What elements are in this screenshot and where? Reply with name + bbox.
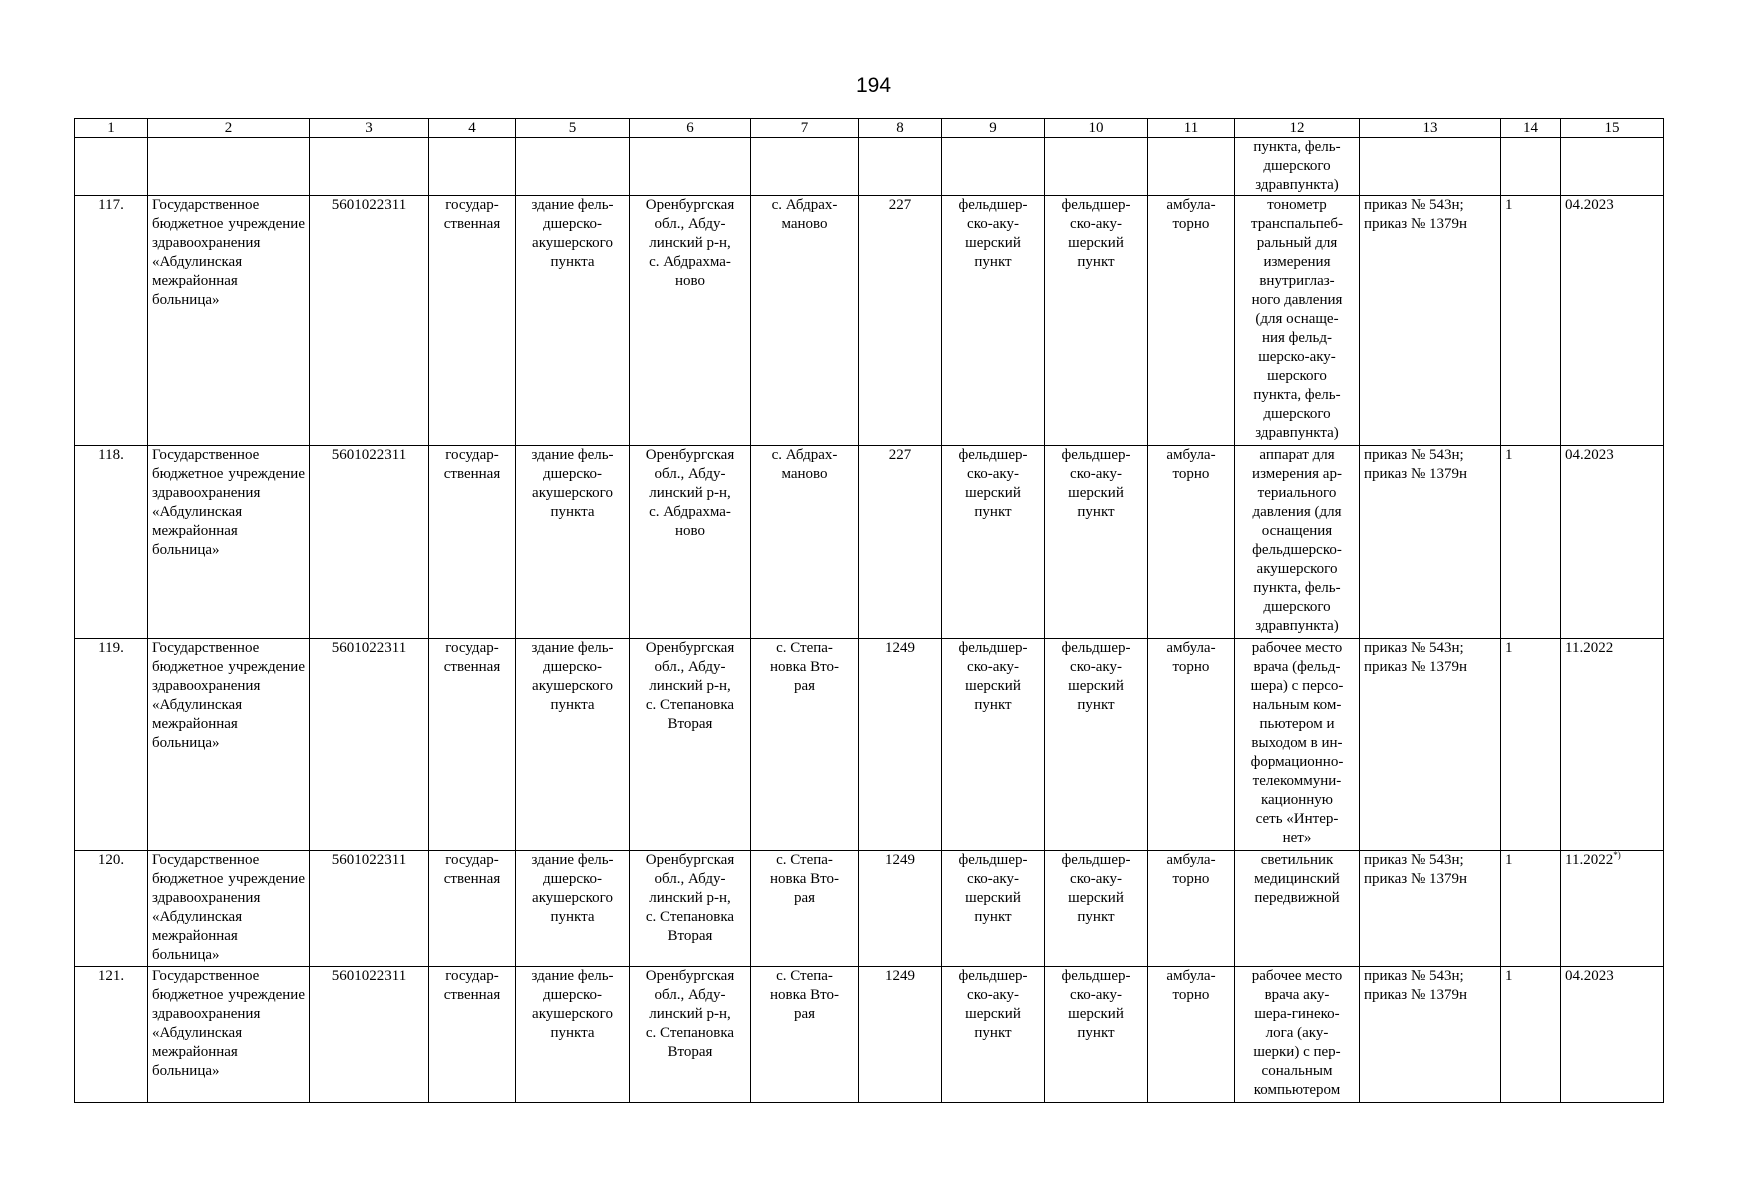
unit-type-cell: фельдшер- ско-аку- шерский пункт (942, 967, 1045, 1103)
order-cell: приказ № 543н; приказ № 1379н (1360, 967, 1501, 1103)
header-cell: 5 (516, 119, 630, 138)
unit-type-cell: фельдшер- ско-аку- шерский пункт (942, 446, 1045, 639)
settlement-cell: с. Степа- новка Вто- рая (751, 967, 859, 1103)
table-cell (1561, 138, 1664, 196)
date-cell: 11.2022 (1561, 639, 1664, 851)
equipment-cell: рабочее место врача (фельд- шера) с персо- нальным ком- пьютером и выходом в ин- формационно- телекоммуни- кационную сеть «Интер- нет» (1235, 639, 1360, 851)
institution-cell: Государственное бюджетное учреждение здравоохранения «Абдулинская межрайонная больница» (148, 639, 310, 851)
table-cell (1148, 138, 1235, 196)
header-cell: 8 (859, 119, 942, 138)
header-cell: 1 (75, 119, 148, 138)
address-cell: Оренбургская обл., Абду- линский р-н, с. Абдрахма- ново (630, 446, 751, 639)
date-cell: 04.2023 (1561, 967, 1664, 1103)
settlement-cell: с. Абдрах- маново (751, 446, 859, 639)
table-row (75, 851, 1664, 967)
inn-cell: 5601022311 (310, 967, 429, 1103)
header-cell: 2 (148, 119, 310, 138)
settlement-cell: с. Абдрах- маново (751, 196, 859, 446)
row-number-cell: 119. (75, 639, 148, 851)
care-condition-cell: амбула- торно (1148, 196, 1235, 446)
table-cell (859, 138, 942, 196)
population-cell: 1249 (859, 851, 942, 967)
header-cell: 10 (1045, 119, 1148, 138)
care-condition-cell: амбула- торно (1148, 967, 1235, 1103)
institution-cell: Государственное бюджетное учреждение здравоохранения «Абдулинская межрайонная больница» (148, 196, 310, 446)
building-cell: здание фель- дшерско- акушерского пункта (516, 967, 630, 1103)
table-cell (75, 138, 148, 196)
header-cell: 7 (751, 119, 859, 138)
table-cell (751, 138, 859, 196)
quantity-cell: 1 (1501, 446, 1561, 639)
settlement-cell: с. Степа- новка Вто- рая (751, 851, 859, 967)
table-cell (942, 138, 1045, 196)
header-cell: 3 (310, 119, 429, 138)
building-cell: здание фель- дшерско- акушерского пункта (516, 851, 630, 967)
institution-cell: Государственное бюджетное учреждение здравоохранения «Абдулинская межрайонная больница» (148, 967, 310, 1103)
header-cell: 13 (1360, 119, 1501, 138)
population-cell: 227 (859, 446, 942, 639)
unit-name-cell: фельдшер- ско-аку- шерский пункт (1045, 196, 1148, 446)
table-cell (1045, 138, 1148, 196)
inn-cell: 5601022311 (310, 446, 429, 639)
address-cell: Оренбургская обл., Абду- линский р-н, с. Степановка Вторая (630, 851, 751, 967)
address-cell: Оренбургская обл., Абду- линский р-н, с. Степановка Вторая (630, 639, 751, 851)
unit-name-cell: фельдшер- ско-аку- шерский пункт (1045, 639, 1148, 851)
settlement-cell: с. Степа- новка Вто- рая (751, 639, 859, 851)
equipment-cell: рабочее место врача аку- шера-гинеко- лога (аку- шерки) с пер- сональным компьютером (1235, 967, 1360, 1103)
header-cell: 9 (942, 119, 1045, 138)
address-cell: Оренбургская обл., Абду- линский р-н, с. Степановка Вторая (630, 967, 751, 1103)
table-row (75, 196, 1664, 446)
ownership-cell: государ- ственная (429, 446, 516, 639)
ownership-cell: государ- ственная (429, 196, 516, 446)
building-cell: здание фель- дшерско- акушерского пункта (516, 446, 630, 639)
column-number-header (75, 119, 1664, 138)
unit-name-cell: фельдшер- ско-аку- шерский пункт (1045, 967, 1148, 1103)
inn-cell: 5601022311 (310, 196, 429, 446)
table-row (75, 446, 1664, 639)
date-cell: 04.2023 (1561, 196, 1664, 446)
header-cell: 15 (1561, 119, 1664, 138)
table-row (75, 967, 1664, 1103)
unit-type-cell: фельдшер- ско-аку- шерский пункт (942, 639, 1045, 851)
header-cell: 14 (1501, 119, 1561, 138)
equipment-cell: аппарат для измерения ар- териального давления (для оснащения фельдшерско- акушерского пункта, фель- дшерского здравпункта) (1235, 446, 1360, 639)
table-cell (1501, 138, 1561, 196)
institution-cell: Государственное бюджетное учреждение здравоохранения «Абдулинская межрайонная больница» (148, 446, 310, 639)
ownership-cell: государ- ственная (429, 639, 516, 851)
quantity-cell: 1 (1501, 639, 1561, 851)
care-condition-cell: амбула- торно (1148, 851, 1235, 967)
order-cell: приказ № 543н; приказ № 1379н (1360, 196, 1501, 446)
unit-name-cell: фельдшер- ско-аку- шерский пункт (1045, 446, 1148, 639)
address-cell: Оренбургская обл., Абду- линский р-н, с. Абдрахма- ново (630, 196, 751, 446)
equipment-cell: тонометр транспальпеб- ральный для измерения внутриглаз- ного давления (для оснаще- ния фельд- шерско-аку- шерского пункта, фель- дшерского здравпункта) (1235, 196, 1360, 446)
equipment-cell: светильник медицинский передвижной (1235, 851, 1360, 967)
order-cell: приказ № 543н; приказ № 1379н (1360, 446, 1501, 639)
quantity-cell: 1 (1501, 196, 1561, 446)
order-cell: приказ № 543н; приказ № 1379н (1360, 639, 1501, 851)
equipment-cell: пункта, фель- дшерского здравпункта) (1235, 138, 1360, 196)
quantity-cell: 1 (1501, 967, 1561, 1103)
table-row (75, 639, 1664, 851)
table-cell (429, 138, 516, 196)
row-number-cell: 118. (75, 446, 148, 639)
care-condition-cell: амбула- торно (1148, 639, 1235, 851)
order-cell: приказ № 543н; приказ № 1379н (1360, 851, 1501, 967)
table-cell (630, 138, 751, 196)
header-cell: 4 (429, 119, 516, 138)
table-cell (148, 138, 310, 196)
population-cell: 1249 (859, 967, 942, 1103)
care-condition-cell: амбула- торно (1148, 446, 1235, 639)
header-cell: 6 (630, 119, 751, 138)
building-cell: здание фель- дшерско- акушерского пункта (516, 639, 630, 851)
quantity-cell: 1 (1501, 851, 1561, 967)
continuation-row (75, 138, 1664, 196)
row-number-cell: 117. (75, 196, 148, 446)
table-cell (310, 138, 429, 196)
date-value: 11.2022 (1565, 852, 1614, 868)
date-cell (1561, 851, 1664, 967)
unit-name-cell: фельдшер- ско-аку- шерский пункт (1045, 851, 1148, 967)
header-cell: 12 (1235, 119, 1360, 138)
unit-type-cell: фельдшер- ско-аку- шерский пункт (942, 196, 1045, 446)
institution-cell: Государственное бюджетное учреждение здравоохранения «Абдулинская межрайонная больница» (148, 851, 310, 967)
page-number: 194 (855, 74, 892, 97)
inn-cell: 5601022311 (310, 851, 429, 967)
building-cell: здание фель- дшерско- акушерского пункта (516, 196, 630, 446)
population-cell: 227 (859, 196, 942, 446)
ownership-cell: государ- ственная (429, 967, 516, 1103)
ownership-cell: государ- ственная (429, 851, 516, 967)
table-cell (1360, 138, 1501, 196)
date-cell: 04.2023 (1561, 446, 1664, 639)
inn-cell: 5601022311 (310, 639, 429, 851)
row-number-cell: 120. (75, 851, 148, 967)
population-cell: 1249 (859, 639, 942, 851)
row-number-cell: 121. (75, 967, 148, 1103)
header-cell: 11 (1148, 119, 1235, 138)
table-cell (516, 138, 630, 196)
footnote-mark: *) (1613, 850, 1621, 860)
unit-type-cell: фельдшер- ско-аку- шерский пункт (942, 851, 1045, 967)
registry-table (74, 118, 1664, 1103)
